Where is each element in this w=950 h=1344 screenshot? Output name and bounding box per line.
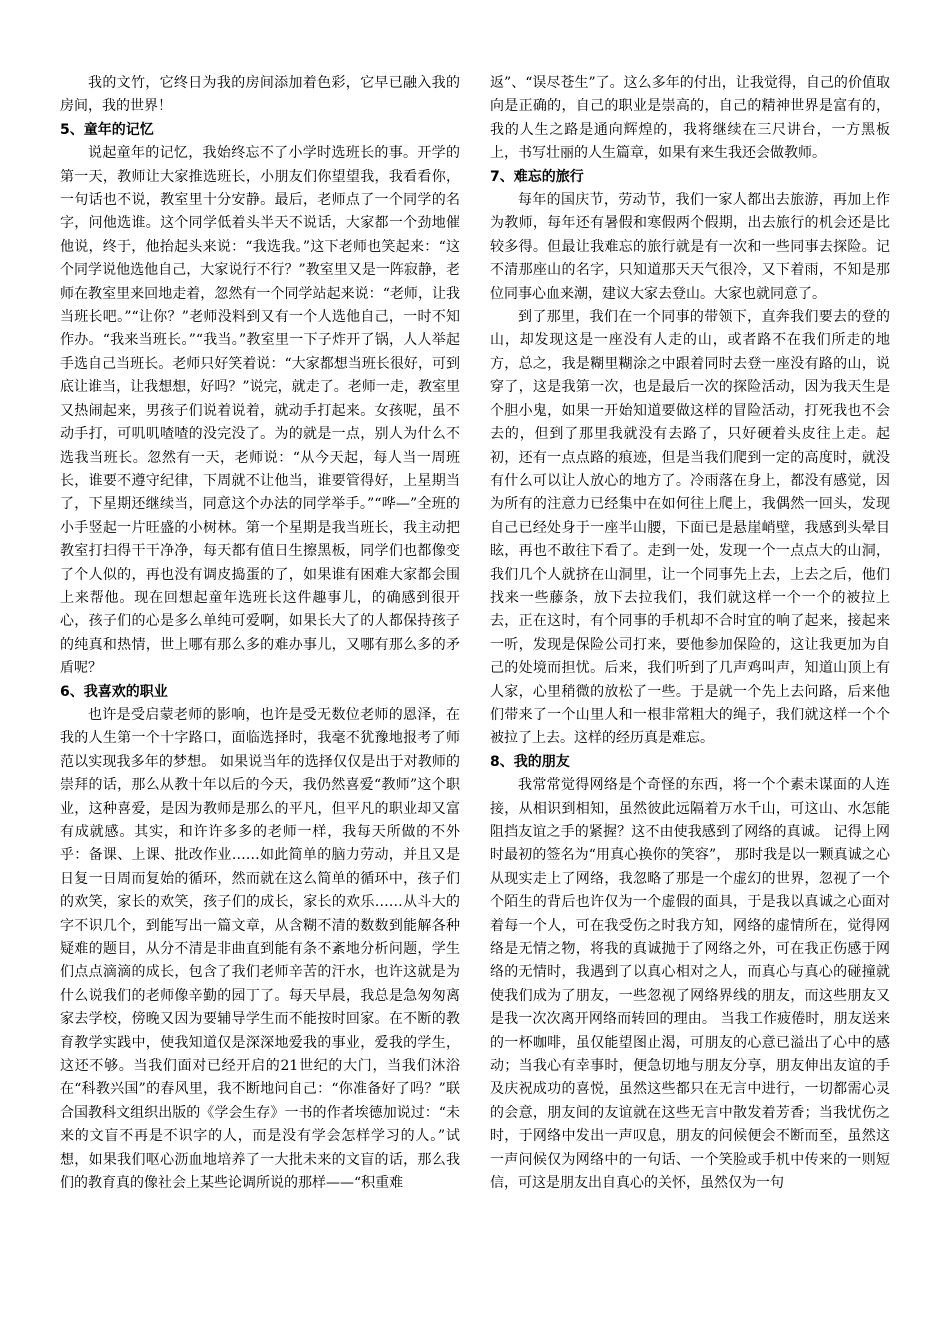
paragraph-travel-2: 到了那里，我们在一个同事的带领下，直奔我们要去的登的山，却发现这是一座没有人走的山，或者路不在我们所走的地方，总之，我是糊里糊涂之中跟着同时去登一座没有路的山，说穿了，这是我第一次，也是最后一次的探险活动，因为我天生是个胆小鬼，如果一开始知道要做这样的冒险活动，打死我也不会去的，但到了那里我就没有去路了，只好硬着头皮往上走。起初，还有一点点路的痕迹，但是当我们爬到一定的高度时，就没有什么可以让人放心的地方了。冷雨落在身上，都没有感觉，因为所有的注意力已经集中在如何往上爬上，我偶然一回头，发现自己已经处身于一座半山腰，下面已是悬崖峭壁，我感到头晕目眩，再也不敢往下看了。走到一处，发现一个一点点大的山洞，我们几个人就挤在山洞里，让一个同事先上去，上去之后，他们找来一些藤条，放下去拉我们，我们就这样一个一个的被拉上去，正在这时，有个同事的手机却不合时宜的响了起来，接起来一听，发现是保险公司打来，要他参加保险的，这让我更加为自己的处境而担忧。后来，我们听到了几声鸡叫声，知道山顶上有人家，心里稍微的放松了一些。于是就一个先上去问路，后来他们带来了一个山里人和一根非常粗大的绳子，我们就这样一个个被拉了上去。这样的经历真是难忘。 [490,309,890,747]
right-column [490,72,890,1196]
paragraph-career: 也许是受启蒙老师的影响，也许是受无数位老师的恩泽，在我的人生第一个十字路口，面临选择时，我毫不犹豫地报考了师范以实现我多年的梦想。 如果说当年的选择仅仅是出于对教师的崇拜的话，那么从教十年以后的今天，我仍然喜爱“教师”这个职业，这种喜爱，是因为教师是那么的平凡，但平凡的职业却又富有成就感。其实，和许许多多的老师一样，我每天所做的不外乎：备课、上课、批改作业……如此简单的脑力劳动，并且又是日复一日周而复始的循环，然而就在这么简单的循环中，孩子们的欢笑，家长的欢笑，孩子们的成长，家长的欢乐……从斗大的字不识几个，到能写出一篇文章，从含糊不清的数数到能解各种疑难的题目，从分不清是非曲直到能有条不紊地分析问题，学生们点点滴滴的成长，包含了我们老师辛苦的汗水，也许这就是为什么说我们的老师像辛勤的园丁了。每天早晨，我总是急匆匆离家去学校，傍晚又因为要辅导学生而不能按时回家。在不断的教育教学实践中，使我知道仅是深深地爱我的事业，爱我的学生，这还不够。当我们面对已经开启的21世纪的大门，当我们沐浴在“科教兴国”的春风里，我不断地问自己：“你准备好了吗？”联合国教科文组织出版的《学会生存》一书的作者埃德加说过：“未来的文盲不再是不识字的人，而是没有学会怎样学习的人。”试想，如果我们呕心沥血地培养了一大批未来的文盲的话，那么我们的教育真的像社会上某些论调所说的那样——“积重难 [60,706,460,1192]
section-title-8: 8、我的朋友 [490,753,570,770]
paragraph-career-continued: 返”、“误尽苍生”了。这么多年的付出，让我觉得，自己的价值取向是正确的，自己的职业是崇高的，自己的精神世界是富有的，我的人生之路是通向辉煌的，我将继续在三尺讲台，一方黑板上，书写壮丽的人生篇章，如果有来生我还会做教师。 [490,75,890,162]
section-title-7: 7、难忘的旅行 [490,168,584,185]
section-title-5: 5、童年的记忆 [60,121,154,138]
paragraph-travel-1: 每年的国庆节，劳动节，我们一家人都出去旅游，再加上作为教师，每年还有暑假和寒假两个假期，出去旅行的机会还是比较多得。但最让我难忘的旅行就是有一次和一些同事去探险。记不清那座山的名字，只知道那天天气很冷，又下着雨，不知是那位同事心血来潮，建议大家去登山。大家也就同意了。 [490,192,890,302]
left-column [60,72,460,1196]
paragraph-intro: 我的文竹，它终日为我的房间添加着色彩，它早已融入我的房间，我的世界！ [60,75,460,115]
paragraph-childhood: 说起童年的记忆，我始终忘不了小学时选班长的事。开学的第一天，教师让大家推选班长，小朋友们你望望我，我看看你，一句话也不说，教室里十分安静。最后，老师点了一个同学的名字，问他选谁。这个同学低着头半天不说话，大家都一个劲地催他说，终于，他抬起头来说：“我选我。”这下老师也笑起来：“这个同学说他选他自己，大家说行不行？”教室里又是一阵寂静，老师在教室里来回地走着，忽然有一个同学站起来说：“老师，让我当班长吧。”“让你？”老师没料到又有一个人选他自己，一时不知作办。“我来当班长。”“我当。”教室里一下子炸开了锅，人人举起手选自己当班长。老师只好笑着说：“大家都想当班长很好，可到底让谁当，让我想想，好吗？”说完，就走了。老师一走，教室里又热闹起来，男孩子们说着说着，就动手打起来。女孩呢，虽不动手打，可叽叽喳喳的没完没了。为的就是一点，别人为什么不选我当班长。忽然有一天，老师说：“从今天起，每人当一周班长，谁要不遵守纪律，下周就不让他当，谁要管得好，上星期当了，下星期还继续当，同意这个办法的同学举手。”“哗—”全班的小手竖起一片旺盛的小树林。第一个星期是我当班长，我主动把教室打扫得干干净净，每天都有值日生擦黑板，同学们也都像变了个人似的，再也没有调皮捣蛋的了，如果谁有困难大家都会围上来帮他。现在回想起童年选班长这件趣事儿，的确感到很开心，孩子们的心是多么单纯可爱啊，如果长大了的人都保持孩子的纯真和热情，世上哪有那么多的难办事儿，又哪有那么多的矛盾呢？ [60,145,460,677]
paragraph-friends: 我常常觉得网络是个奇怪的东西，将一个个素未谋面的人连接，从相识到相知，虽然彼此远隔着万水千山，可这山、水怎能阻挡友谊之手的紧握？这不由使我感到了网络的真诚。 记得上网时最初的签名为“用真心换你的笑容”， 那时我是以一颗真诚之心从现实走上了网络，我忽略了那是一个虚幻的世界，忽视了一个个陌生的背后也许仅为一个虚假的面具，于是我以真诚之心面对着每一个人，可在我受伤之时我方知，网络的虚情所在，觉得网络是无情之物，将我的真诚抛于了网络之外，可在我正伤感于网络的无情时，我遇到了以真心相对之人，而真心与真心的碰撞就使我们成为了朋友，一些忽视了网络界线的朋友，而这些朋友又是我一次次离开网络而转回的理由。 当我工作疲倦时，朋友送来的一杯咖啡，虽仅能望图止渴，可朋友的心意已溢出了心中的感动；当我心有幸事时，便急切地与朋友分享，朋友伸出友谊的手及庆祝成功的喜悦，虽然这些都只在无言中进行，一切都需心灵的会意，朋友间的友谊就在这些无言中散发着芳香；当我忧伤之时，于网络中发出一声叹息，朋友的问候便会不断而至，虽然这一声问候仅为网络中的一句话、一个笑脸或手机中传来的一则短信，可这是朋友出自真心的关怀，虽然仅为一句 [490,777,890,1192]
section-title-6: 6、我喜欢的职业 [60,683,168,700]
